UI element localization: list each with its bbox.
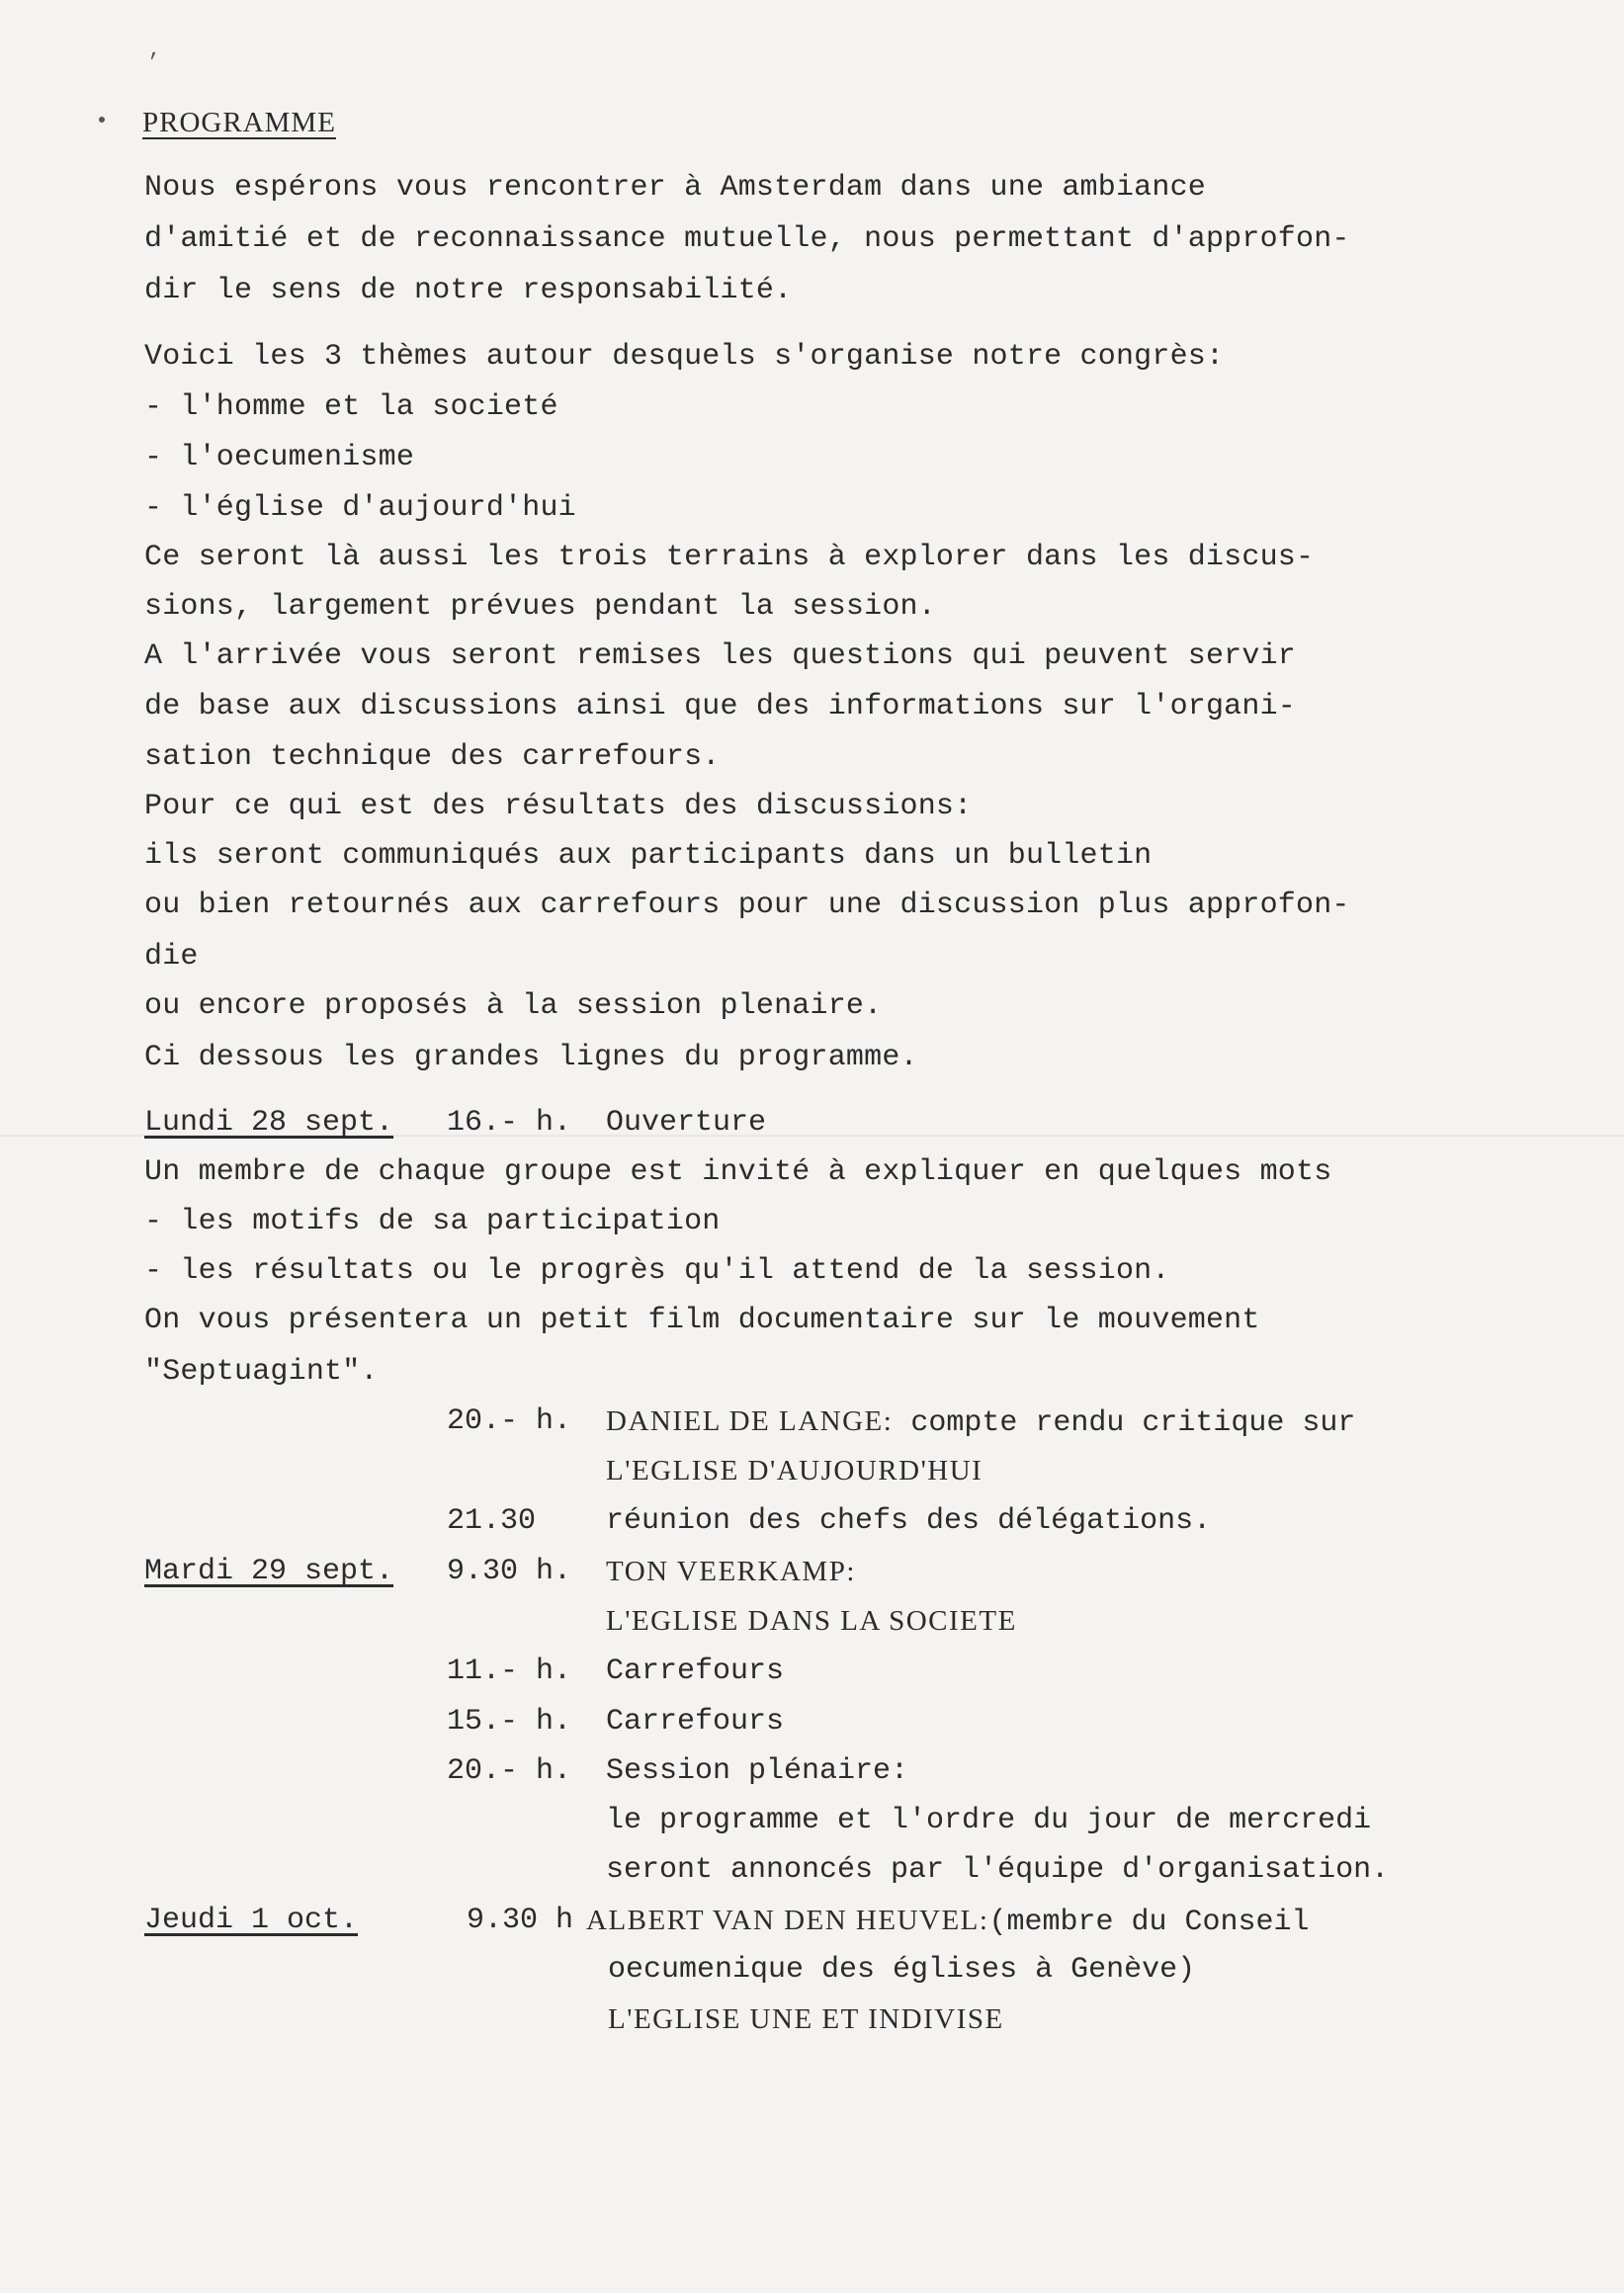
body-line: d'amitié et de reconnaissance mutuelle, nous permettant d'approfon- [144, 222, 1350, 256]
list-item: - l'oecumenisme [144, 441, 415, 474]
schedule-event: Carrefours [606, 1655, 785, 1688]
page-title: PROGRAMME [142, 107, 336, 138]
body-line: Nous espérons vous rencontrer à Amsterdam dans une ambiance [144, 171, 1206, 205]
event-desc: (membre du Conseil [988, 1906, 1310, 1939]
body-line: ou encore proposés à la session plenaire. [144, 989, 883, 1023]
schedule-event: Session plénaire: [606, 1754, 909, 1788]
speaker-name: ALBERT VAN DEN HEUVEL: [586, 1905, 989, 1936]
speaker-name: TON VEERKAMP: [606, 1556, 856, 1587]
body-line: Un membre de chaque groupe est invité à expliquer en quelques mots [144, 1155, 1332, 1189]
body-line: sation technique des carrefours. [144, 740, 721, 774]
schedule-event [606, 1403, 1355, 1441]
body-line: dir le sens de notre responsabilité. [144, 274, 793, 307]
schedule-detail: le programme et l'ordre du jour de mercredi [606, 1804, 1372, 1837]
stray-mark: , [148, 38, 162, 62]
bullet-dot [99, 117, 105, 123]
list-item: - les motifs de sa participation [144, 1205, 721, 1238]
body-line: A l'arrivée vous seront remises les questions qui peuvent servir [144, 639, 1296, 673]
schedule-day: Lundi 28 sept. [144, 1106, 394, 1140]
speaker-name: DANIEL DE LANGE: [606, 1405, 894, 1437]
body-line: die [144, 940, 199, 974]
session-title: L'EGLISE D'AUJOURD'HUI [606, 1455, 983, 1486]
schedule-time: 20.- h. [447, 1754, 572, 1788]
schedule-time: 9.30 h. [447, 1555, 572, 1588]
schedule-time: 20.- h. [447, 1404, 572, 1438]
body-line: "Septuagint". [144, 1355, 379, 1389]
schedule-day: Mardi 29 sept. [144, 1555, 394, 1588]
schedule-time: 9.30 h [467, 1904, 574, 1937]
body-line: Ce seront là aussi les trois terrains à explorer dans les discus- [144, 541, 1315, 574]
body-line: On vous présentera un petit film documentaire sur le mouvement [144, 1304, 1260, 1337]
list-item: - l'homme et la societé [144, 390, 558, 424]
schedule-time: 21.30 [447, 1504, 537, 1538]
body-line: Ci dessous les grandes lignes du programme. [144, 1041, 918, 1074]
body-line: de base aux discussions ainsi que des informations sur l'organi- [144, 690, 1296, 723]
schedule-day: Jeudi 1 oct. [144, 1904, 359, 1937]
schedule-event [586, 1903, 1310, 1940]
schedule-event: Carrefours [606, 1705, 785, 1739]
session-title: L'EGLISE UNE ET INDIVISE [608, 2003, 1004, 2035]
body-line: ils seront communiqués aux participants dans un bulletin [144, 839, 1153, 873]
body-line: Voici les 3 thèmes autour desquels s'organise notre congrès: [144, 340, 1225, 374]
schedule-time: 11.- h. [447, 1655, 572, 1688]
body-line: ou bien retournés aux carrefours pour une discussion plus approfon- [144, 889, 1350, 922]
list-item: - les résultats ou le progrès qu'il attend de la session. [144, 1254, 1170, 1288]
body-line: sions, largement prévues pendant la session. [144, 590, 936, 624]
event-desc: compte rendu critique sur [893, 1406, 1356, 1440]
list-item: - l'église d'aujourd'hui [144, 491, 576, 525]
schedule-detail: seront annoncés par l'équipe d'organisation. [606, 1853, 1390, 1887]
schedule-detail: oecumenique des églises à Genève) [608, 1953, 1196, 1987]
schedule-time: 16.- h. [447, 1106, 572, 1140]
schedule-time: 15.- h. [447, 1705, 572, 1739]
schedule-event: réunion des chefs des délégations. [606, 1504, 1212, 1538]
body-line: Pour ce qui est des résultats des discussions: [144, 790, 973, 823]
session-title: L'EGLISE DANS LA SOCIETE [606, 1605, 1017, 1637]
schedule-event: Ouverture [606, 1106, 767, 1140]
